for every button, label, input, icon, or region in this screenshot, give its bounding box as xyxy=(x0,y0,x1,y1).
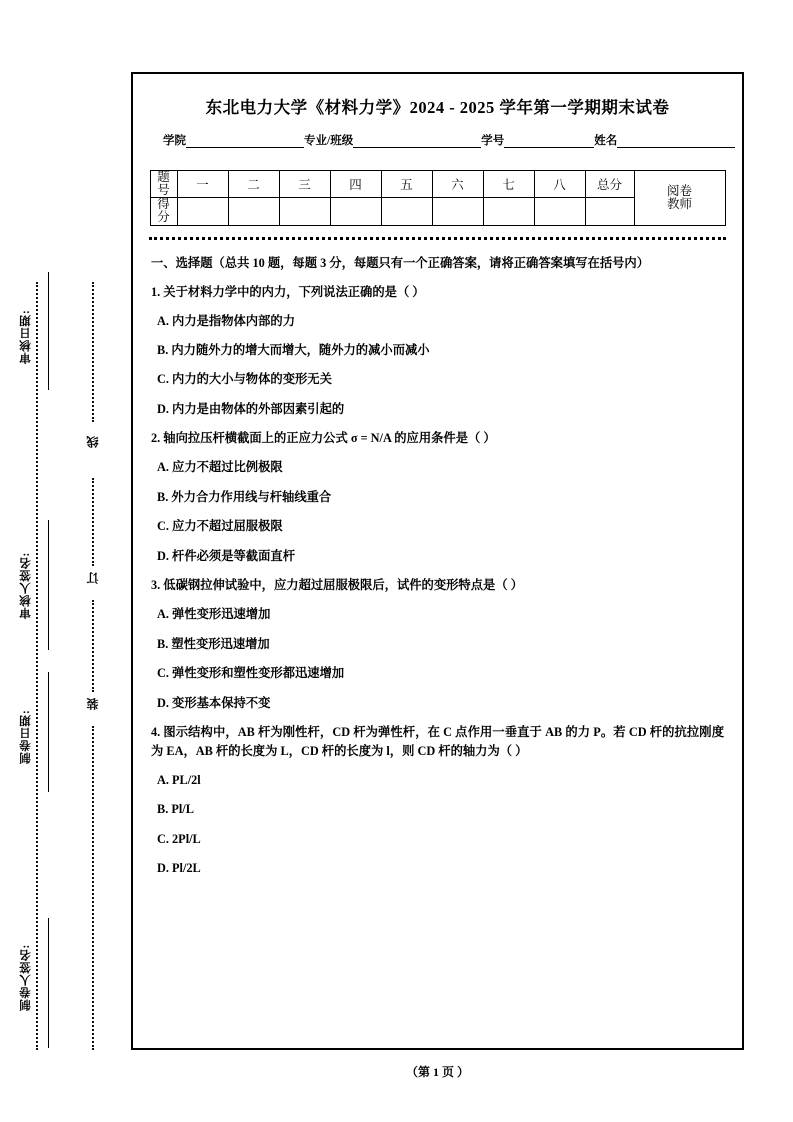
binding-dotted-line-a xyxy=(92,282,94,422)
binding-dotted-line-d xyxy=(92,726,94,1050)
score-cell-4[interactable] xyxy=(330,198,381,225)
margin-maker-date: 制卷日期: xyxy=(20,709,32,765)
binding-mark-staple: 订 xyxy=(86,572,100,584)
exam-paper-frame xyxy=(131,72,744,1050)
question-4-option-c[interactable]: C. 2Pl/L xyxy=(157,831,201,846)
score-cell-8[interactable] xyxy=(534,198,585,225)
row-header-score xyxy=(150,198,177,225)
question-2-option-b[interactable]: B. 外力合力作用线与杆轴线重合 xyxy=(157,489,332,504)
field-major-class-label: 专业/班级 xyxy=(304,135,354,147)
col-header-2: 二 xyxy=(228,171,279,198)
score-cell-5[interactable] xyxy=(381,198,432,225)
col-header-5: 五 xyxy=(381,171,432,198)
field-student-id-blank[interactable] xyxy=(504,134,594,148)
margin-maker-signature: 制卷人签名: xyxy=(20,943,32,1012)
binding-mark-bind: 装 xyxy=(86,698,100,710)
field-college-blank[interactable] xyxy=(186,134,304,148)
score-cell-total[interactable] xyxy=(585,198,634,225)
binding-mark-line: 线 xyxy=(86,436,100,448)
margin-rule-3 xyxy=(48,672,49,792)
col-header-3: 三 xyxy=(279,171,330,198)
col-header-1: 一 xyxy=(177,171,228,198)
page-footer: （第 1 页 ） xyxy=(405,1065,469,1079)
binding-dotted-line-c xyxy=(92,600,94,692)
exam-body xyxy=(151,254,724,878)
margin-annotations xyxy=(18,270,58,1060)
col-header-total: 总分 xyxy=(585,171,634,198)
question-2-stem: 2. 轴向拉压杆横截面上的正应力公式 σ = N/A 的应用条件是（ ） xyxy=(151,431,496,446)
margin-rule-4 xyxy=(48,918,49,1048)
question-3-option-a[interactable]: A. 弹性变形迅速增加 xyxy=(157,607,271,622)
margin-review-date: 审核日期: xyxy=(20,309,32,365)
score-cell-1[interactable] xyxy=(177,198,228,225)
field-name-blank[interactable] xyxy=(617,134,735,148)
field-major-class[interactable] xyxy=(304,132,481,148)
section-heading-1: 一、选择题（总共 10 题，每题 3 分，每题只有一个正确答案，请将正确答案填写在括号内） xyxy=(151,255,650,270)
question-2-option-c[interactable]: C. 应力不超过屈服极限 xyxy=(157,519,283,534)
col-header-grader-line2: 教师 xyxy=(666,196,692,211)
field-college-label: 学院 xyxy=(163,135,186,147)
field-name-label: 姓名 xyxy=(594,135,618,147)
page-title: 东北电力大学《材料力学》2024 - 2025 学年第一学期期末试卷 xyxy=(205,98,670,117)
col-header-grader xyxy=(634,171,725,226)
section-divider xyxy=(149,237,726,240)
col-header-grader-line1: 阅卷 xyxy=(666,183,692,198)
question-3-option-d[interactable]: D. 变形基本保持不变 xyxy=(157,695,271,710)
question-4-stem: 4. 图示结构中，AB 杆为刚性杆，CD 杆为弹性杆，在 C 点作用一垂直于 AB 的力 P。若 CD 杆的抗拉刚度为 EA，AB 杆的长度为 L，CD 杆的长度为 l，则 CD 杆的轴力为（ ） xyxy=(151,724,724,758)
question-1-option-d[interactable]: D. 内力是由物体的外部因素引起的 xyxy=(157,401,345,416)
score-table xyxy=(150,170,726,226)
row-header-score-char1: 得 xyxy=(157,197,170,212)
question-3-stem: 3. 低碳钢拉伸试验中，应力超过屈服极限后，试件的变形特点是（ ） xyxy=(151,578,523,593)
binding-dotted-line-b xyxy=(92,478,94,566)
score-cell-6[interactable] xyxy=(432,198,483,225)
row-header-score-char2: 分 xyxy=(157,210,170,225)
student-info-row xyxy=(163,132,722,148)
table-row-question-numbers xyxy=(150,171,725,198)
question-4-option-b[interactable]: B. Pl/L xyxy=(157,802,194,817)
question-1-option-c[interactable]: C. 内力的大小与物体的变形无关 xyxy=(157,372,332,387)
question-4-option-d[interactable]: D. Pl/2L xyxy=(157,861,201,876)
score-cell-7[interactable] xyxy=(483,198,534,225)
question-3-option-b[interactable]: B. 塑性变形迅速增加 xyxy=(157,636,270,651)
row-header-question-no xyxy=(150,171,177,198)
question-3-option-c[interactable]: C. 弹性变形和塑性变形都迅速增加 xyxy=(157,666,345,681)
question-2-option-a[interactable]: A. 应力不超过比例极限 xyxy=(157,460,283,475)
row-header-question-no-char2: 号 xyxy=(157,183,170,198)
field-college[interactable] xyxy=(163,132,304,148)
question-1-option-b[interactable]: B. 内力随外力的增大而增大，随外力的减小而减小 xyxy=(157,343,430,358)
margin-reviewer-signature: 审核人签名: xyxy=(20,551,32,619)
row-header-question-no-char1: 题 xyxy=(157,170,170,184)
question-4-option-a[interactable]: A. PL/2l xyxy=(157,773,201,788)
col-header-6: 六 xyxy=(432,171,483,198)
question-2-option-d[interactable]: D. 杆件必须是等截面直杆 xyxy=(157,548,295,563)
col-header-7: 七 xyxy=(483,171,534,198)
binding-dotted-line-outer xyxy=(36,282,38,1050)
field-student-id[interactable] xyxy=(481,132,594,148)
question-1-stem: 1. 关于材料力学中的内力，下列说法正确的是（ ） xyxy=(151,284,425,299)
field-major-class-blank[interactable] xyxy=(353,134,481,148)
field-student-id-label: 学号 xyxy=(481,135,505,147)
field-name[interactable] xyxy=(594,132,735,148)
margin-rule-2 xyxy=(48,520,49,650)
score-cell-2[interactable] xyxy=(228,198,279,225)
col-header-8: 八 xyxy=(534,171,585,198)
question-1-option-a[interactable]: A. 内力是指物体内部的力 xyxy=(157,313,295,328)
score-cell-3[interactable] xyxy=(279,198,330,225)
margin-rule-1 xyxy=(48,272,49,390)
col-header-4: 四 xyxy=(330,171,381,198)
